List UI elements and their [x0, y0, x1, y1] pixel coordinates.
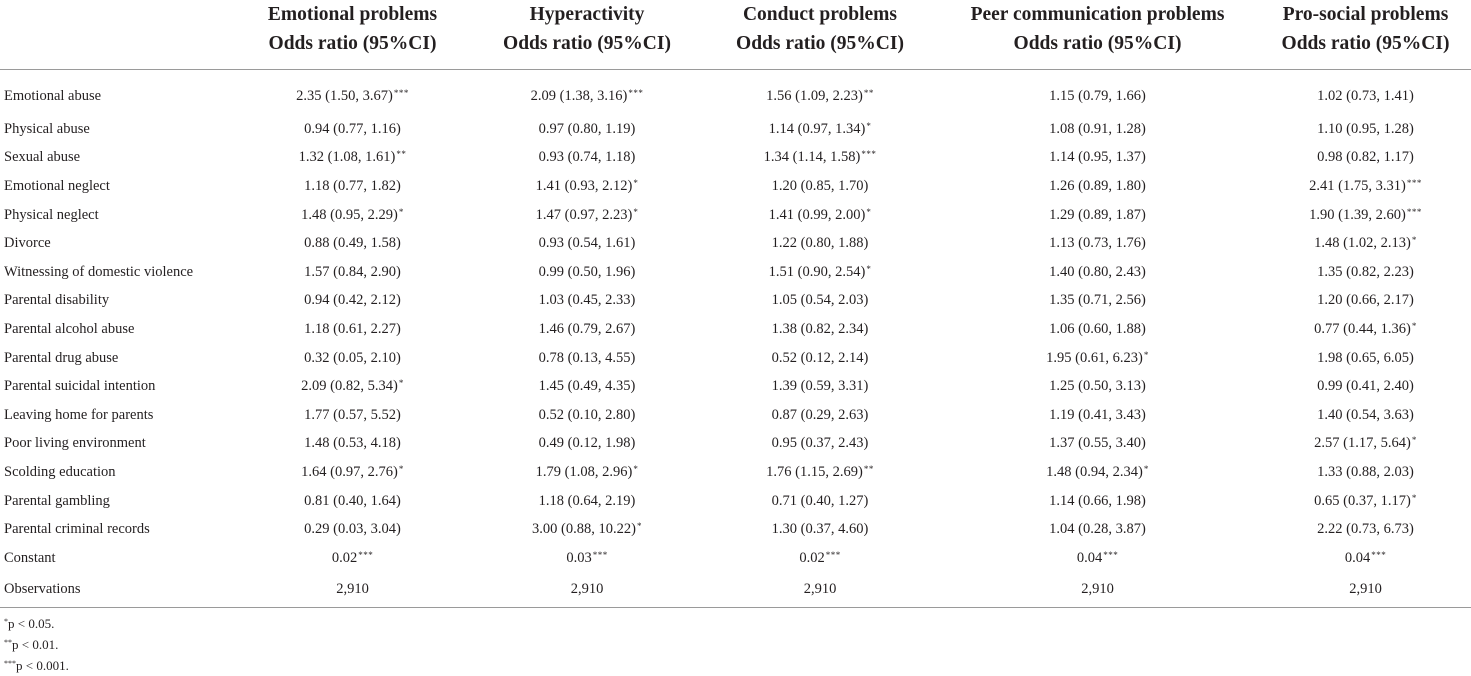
- table-cell: [705, 487, 935, 516]
- header-title: Peer communication problems: [970, 4, 1225, 25]
- table-cell: [236, 315, 469, 344]
- odds-ratio-value: 2,910: [570, 581, 604, 597]
- significance-marker: ***: [1406, 206, 1422, 217]
- odds-ratio-value: 1.48 (0.53, 4.18): [304, 435, 401, 452]
- odds-ratio-value: 1.35 (0.82, 2.23): [1317, 263, 1414, 280]
- odds-ratio-value: 1.48 (1.02, 2.13): [1314, 235, 1411, 252]
- footnote-text: p < 0.05.: [8, 616, 55, 631]
- table-cell: [1260, 515, 1471, 544]
- odds-ratio-value: 1.34 (1.14, 1.58): [763, 149, 861, 166]
- odds-ratio-value: 0.04: [1344, 549, 1371, 566]
- table-cell: [705, 401, 935, 430]
- odds-ratio-value: 1.98 (0.65, 6.05): [1317, 349, 1414, 366]
- table-cell: [705, 515, 935, 544]
- odds-ratio-value: 1.22 (0.80, 1.88): [771, 235, 869, 252]
- odds-ratio-value: 1.08 (0.91, 1.28): [1049, 120, 1146, 137]
- table-cell: [469, 201, 705, 230]
- table-row: [0, 487, 1471, 516]
- significance-marker: **: [863, 463, 874, 474]
- header-cell-pro-social-problems: [1260, 0, 1471, 70]
- odds-ratio-value: 1.02 (0.73, 1.41): [1317, 88, 1414, 104]
- table-cell: [705, 115, 935, 144]
- odds-ratio-value: 2.22 (0.73, 6.73): [1317, 521, 1414, 538]
- row-label: Divorce: [4, 235, 51, 252]
- significance-marker: ***: [1406, 177, 1422, 188]
- footnote-mark: *: [4, 617, 8, 626]
- table-cell: [1260, 287, 1471, 316]
- table-cell: [935, 258, 1260, 287]
- table-cell: [1260, 544, 1471, 573]
- significance-marker: *: [866, 120, 872, 131]
- table-cell: [236, 430, 469, 459]
- table-row: [0, 344, 1471, 373]
- odds-ratio-value: 1.95 (0.61, 6.23): [1046, 349, 1143, 366]
- odds-ratio-value: 0.94 (0.42, 2.12): [304, 292, 401, 309]
- table-cell: [236, 172, 469, 201]
- odds-ratio-value: 1.57 (0.84, 2.90): [304, 263, 401, 280]
- significance-marker: ***: [825, 549, 841, 560]
- header-subtitle: Odds ratio (95%CI): [736, 33, 904, 54]
- header-title: Pro-social problems: [1282, 4, 1449, 25]
- table-row: [0, 544, 1471, 573]
- table-row: [0, 201, 1471, 230]
- odds-ratio-value: 1.41 (0.93, 2.12): [535, 177, 633, 194]
- table-cell: [935, 515, 1260, 544]
- table-cell: [935, 201, 1260, 230]
- table-cell: [935, 115, 1260, 144]
- odds-ratio-value: 1.40 (0.54, 3.63): [1317, 406, 1414, 423]
- row-label: Observations: [0, 573, 236, 608]
- table-cell: [935, 372, 1260, 401]
- odds-ratio-value: 0.94 (0.77, 1.16): [304, 120, 401, 137]
- significance-marker: *: [1143, 463, 1149, 474]
- table-cell: [935, 172, 1260, 201]
- table-cell: [705, 144, 935, 173]
- significance-marker: *: [636, 521, 642, 532]
- table-cell: [1260, 201, 1471, 230]
- odds-ratio-value: 0.97 (0.80, 1.19): [538, 120, 636, 137]
- table-row: [0, 229, 1471, 258]
- table-cell: [469, 315, 705, 344]
- row-label: Parental alcohol abuse: [4, 320, 135, 337]
- table-cell: [935, 401, 1260, 430]
- significance-marker: *: [1411, 320, 1417, 331]
- table-row: [0, 458, 1471, 487]
- odds-ratio-value: 1.14 (0.95, 1.37): [1049, 149, 1146, 166]
- footnote: [4, 612, 69, 633]
- significance-marker: ***: [358, 549, 374, 560]
- table-cell: [1260, 487, 1471, 516]
- row-label: Poor living environment: [4, 435, 146, 452]
- odds-ratio-value: 2,910: [336, 581, 369, 597]
- footnote: [4, 654, 69, 675]
- table-header: [0, 0, 1471, 70]
- odds-ratio-value: 1.18 (0.61, 2.27): [304, 320, 401, 337]
- table-cell: [705, 258, 935, 287]
- table-cell: [705, 372, 935, 401]
- odds-ratio-value: 1.35 (0.71, 2.56): [1049, 292, 1146, 309]
- table-row: [0, 573, 1471, 608]
- row-label: Physical neglect: [4, 206, 99, 223]
- table-cell: [1260, 573, 1471, 608]
- odds-ratio-value: 0.49 (0.12, 1.98): [538, 435, 636, 452]
- table-cell: [236, 344, 469, 373]
- table-footnotes: [4, 612, 69, 675]
- significance-marker: *: [633, 177, 639, 188]
- significance-marker: ***: [393, 88, 409, 98]
- table-cell: [236, 372, 469, 401]
- header-title: Emotional problems: [267, 4, 438, 25]
- table-row: [0, 401, 1471, 430]
- odds-ratio-value: 2.09 (1.38, 3.16): [530, 88, 628, 104]
- table-row: [0, 144, 1471, 173]
- odds-ratio-value: 1.39 (0.59, 3.31): [771, 378, 869, 395]
- header-cell-emotional-problems: [236, 0, 469, 70]
- row-label: Scolding education: [4, 463, 116, 480]
- odds-ratio-value: 1.20 (0.85, 1.70): [771, 177, 869, 194]
- odds-ratio-value: 0.52 (0.12, 2.14): [771, 349, 869, 366]
- table-cell: [469, 287, 705, 316]
- odds-ratio-value: 0.03: [566, 549, 592, 566]
- odds-ratio-value: 0.93 (0.74, 1.18): [538, 149, 636, 166]
- row-label: Witnessing of domestic violence: [4, 263, 194, 280]
- header-cell-empty: [0, 0, 236, 70]
- table-cell: [236, 258, 469, 287]
- row-label: Leaving home for parents: [4, 406, 154, 423]
- row-label: Physical abuse: [4, 120, 90, 137]
- odds-ratio-value: 1.51 (0.90, 2.54): [768, 263, 866, 280]
- table-row: [0, 372, 1471, 401]
- odds-ratio-value: 1.25 (0.50, 3.13): [1049, 378, 1146, 395]
- row-label: Parental disability: [4, 292, 110, 309]
- odds-ratio-value: 0.29 (0.03, 3.04): [304, 521, 401, 538]
- table-cell: [1260, 70, 1471, 116]
- table-cell: [236, 544, 469, 573]
- table-cell: [236, 115, 469, 144]
- odds-ratio-value: 1.41 (0.99, 2.00): [768, 206, 866, 223]
- table-cell: [469, 258, 705, 287]
- odds-ratio-value: 1.04 (0.28, 3.87): [1049, 521, 1146, 538]
- odds-ratio-value: 2.41 (1.75, 3.31): [1309, 177, 1406, 194]
- odds-ratio-value: 1.48 (0.95, 2.29): [301, 206, 398, 223]
- row-label: Emotional neglect: [4, 177, 110, 194]
- odds-ratio-value: 1.18 (0.64, 2.19): [538, 492, 636, 509]
- table-cell: [1260, 115, 1471, 144]
- table-cell: [1260, 144, 1471, 173]
- table-cell: [469, 544, 705, 573]
- table-cell: [1260, 172, 1471, 201]
- odds-ratio-value: 2.35 (1.50, 3.67): [296, 88, 393, 104]
- odds-ratio-value: 1.64 (0.97, 2.76): [301, 463, 398, 480]
- header-subtitle: Odds ratio (95%CI): [503, 33, 671, 54]
- table-cell: [469, 458, 705, 487]
- odds-ratio-value: 1.48 (0.94, 2.34): [1046, 463, 1143, 480]
- table-cell: [469, 372, 705, 401]
- table-cell: [1260, 315, 1471, 344]
- significance-marker: *: [1411, 235, 1417, 246]
- header-cell-peer-communication-problems: [935, 0, 1260, 70]
- table-cell: [469, 229, 705, 258]
- odds-ratio-value: 1.56 (1.09, 2.23): [766, 88, 863, 104]
- table-cell: [236, 401, 469, 430]
- odds-ratio-value: 1.77 (0.57, 5.52): [304, 406, 401, 423]
- table-cell: [236, 287, 469, 316]
- significance-marker: *: [398, 463, 404, 474]
- table-cell: [469, 344, 705, 373]
- table-cell: [705, 315, 935, 344]
- table-cell: [236, 487, 469, 516]
- footnote-mark: **: [4, 638, 12, 647]
- odds-ratio-value: 1.33 (0.88, 2.03): [1317, 463, 1414, 480]
- odds-ratio-value: 1.19 (0.41, 3.43): [1049, 406, 1146, 423]
- odds-ratio-value: 1.38 (0.82, 2.34): [771, 320, 869, 337]
- table-cell: [236, 573, 469, 608]
- table-cell: [705, 430, 935, 459]
- table-cell: [705, 172, 935, 201]
- table-cell: [1260, 401, 1471, 430]
- table-cell: [705, 287, 935, 316]
- odds-ratio-value: 0.52 (0.10, 2.80): [538, 406, 636, 423]
- table-row: [0, 70, 1471, 116]
- odds-ratio-value: 1.30 (0.37, 4.60): [771, 521, 869, 538]
- odds-ratio-value: 0.99 (0.50, 1.96): [538, 263, 636, 280]
- table-row: [0, 315, 1471, 344]
- table-cell: [935, 287, 1260, 316]
- odds-ratio-value: 1.10 (0.95, 1.28): [1317, 120, 1414, 137]
- significance-marker: *: [633, 463, 639, 474]
- odds-ratio-value: 2.57 (1.17, 5.64): [1314, 435, 1411, 452]
- table-row: [0, 287, 1471, 316]
- significance-marker: ***: [1103, 549, 1119, 560]
- row-label: Parental suicidal intention: [4, 378, 156, 395]
- table-cell: [935, 229, 1260, 258]
- significance-marker: *: [1411, 492, 1417, 503]
- odds-ratio-value: 1.14 (0.97, 1.34): [768, 120, 866, 137]
- table-cell: [935, 573, 1260, 608]
- table-cell: [236, 144, 469, 173]
- table-cell: [705, 70, 935, 116]
- row-label: Constant: [4, 549, 56, 566]
- table-cell: [236, 515, 469, 544]
- row-label: Parental drug abuse: [4, 349, 119, 366]
- odds-ratio-value: 0.88 (0.49, 1.58): [304, 235, 401, 252]
- header-title: Hyperactivity: [529, 4, 645, 25]
- table-cell: [469, 70, 705, 116]
- table-cell: [1260, 458, 1471, 487]
- odds-ratio-value: 0.95 (0.37, 2.43): [771, 435, 869, 452]
- odds-ratio-value: 1.90 (1.39, 2.60): [1309, 206, 1406, 223]
- row-label: Sexual abuse: [4, 149, 81, 166]
- table-cell: [1260, 258, 1471, 287]
- odds-ratio-value: 0.77 (0.44, 1.36): [1314, 320, 1411, 337]
- odds-ratio-value: 0.98 (0.82, 1.17): [1317, 149, 1414, 166]
- footnote-mark: ***: [4, 659, 16, 668]
- odds-ratio-value: 1.20 (0.66, 2.17): [1317, 292, 1414, 309]
- header-title: Conduct problems: [742, 4, 898, 25]
- header-row: [0, 0, 1471, 70]
- odds-ratio-value: 1.14 (0.66, 1.98): [1049, 492, 1146, 509]
- odds-ratio-value: 1.13 (0.73, 1.76): [1049, 235, 1146, 252]
- significance-marker: **: [396, 149, 407, 160]
- odds-ratio-value: 0.78 (0.13, 4.55): [538, 349, 636, 366]
- table-row: [0, 115, 1471, 144]
- table-row: [0, 258, 1471, 287]
- row-label: Parental gambling: [4, 492, 110, 509]
- table-cell: [1260, 430, 1471, 459]
- significance-marker: ***: [861, 149, 877, 160]
- odds-ratio-value: 0.04: [1076, 549, 1103, 566]
- odds-ratio-value: 1.37 (0.55, 3.40): [1049, 435, 1146, 452]
- table-row: [0, 430, 1471, 459]
- table-cell: [935, 487, 1260, 516]
- odds-ratio-value: 0.65 (0.37, 1.17): [1314, 492, 1411, 509]
- significance-marker: *: [1411, 435, 1417, 446]
- significance-marker: ***: [1371, 549, 1387, 560]
- significance-marker: *: [398, 378, 404, 389]
- odds-ratio-value: 0.32 (0.05, 2.10): [304, 349, 401, 366]
- significance-marker: *: [866, 206, 872, 217]
- table-cell: [705, 229, 935, 258]
- odds-ratio-value: 1.79 (1.08, 2.96): [535, 463, 633, 480]
- table-cell: [1260, 372, 1471, 401]
- odds-ratio-value: 1.03 (0.45, 2.33): [538, 292, 636, 309]
- odds-ratio-value: 1.76 (1.15, 2.69): [766, 463, 863, 480]
- table-cell: [1260, 229, 1471, 258]
- table-cell: [705, 544, 935, 573]
- significance-marker: ***: [628, 88, 644, 98]
- odds-ratio-value: 3.00 (0.88, 10.22): [532, 521, 636, 538]
- footnote-text: p < 0.001.: [16, 658, 69, 673]
- odds-ratio-value: 0.87 (0.29, 2.63): [771, 406, 869, 423]
- odds-ratio-value: 1.46 (0.79, 2.67): [538, 320, 636, 337]
- table-row: [0, 172, 1471, 201]
- odds-ratio-value: 2,910: [1081, 581, 1114, 597]
- odds-ratio-value: 2,910: [1349, 581, 1382, 597]
- odds-ratio-value: 0.81 (0.40, 1.64): [304, 492, 401, 509]
- table-cell: [705, 458, 935, 487]
- significance-marker: *: [398, 206, 404, 217]
- odds-ratio-value: 1.32 (1.08, 1.61): [298, 149, 396, 166]
- table-cell: [1260, 344, 1471, 373]
- odds-ratio-value: 1.47 (0.97, 2.23): [535, 206, 633, 223]
- odds-ratio-value: 2.09 (0.82, 5.34): [301, 378, 398, 395]
- significance-marker: *: [866, 263, 872, 274]
- table-cell: [236, 201, 469, 230]
- row-label: Parental criminal records: [4, 521, 150, 538]
- significance-marker: *: [633, 206, 639, 217]
- odds-ratio-value: 1.15 (0.79, 1.66): [1049, 88, 1146, 104]
- odds-ratio-value: 0.99 (0.41, 2.40): [1317, 378, 1414, 395]
- odds-ratio-value: 1.40 (0.80, 2.43): [1049, 263, 1146, 280]
- table-cell: [705, 201, 935, 230]
- odds-ratio-value: 0.02: [799, 549, 825, 566]
- header-subtitle: Odds ratio (95%CI): [1013, 33, 1182, 54]
- table-cell: [935, 315, 1260, 344]
- table-cell: [236, 229, 469, 258]
- significance-marker: **: [863, 88, 874, 98]
- table-cell: [469, 430, 705, 459]
- header-cell-hyperactivity: [469, 0, 705, 70]
- table-cell: [469, 487, 705, 516]
- table-cell: [935, 458, 1260, 487]
- table-cell: [469, 115, 705, 144]
- odds-ratio-value: 0.71 (0.40, 1.27): [771, 492, 869, 509]
- header-subtitle: Odds ratio (95%CI): [268, 33, 437, 54]
- table-cell: [236, 70, 469, 116]
- table-cell: [469, 515, 705, 544]
- table-row: [0, 515, 1471, 544]
- table-cell: [236, 458, 469, 487]
- odds-ratio-value: 1.06 (0.60, 1.88): [1049, 320, 1146, 337]
- significance-marker: *: [1143, 349, 1149, 360]
- footnote: [4, 633, 69, 654]
- table-body: [0, 70, 1471, 608]
- table-cell: [469, 144, 705, 173]
- table-cell: [705, 573, 935, 608]
- footnote-text: p < 0.01.: [12, 637, 59, 652]
- table-cell: [935, 430, 1260, 459]
- table-cell: [935, 144, 1260, 173]
- odds-ratio-value: 1.29 (0.89, 1.87): [1049, 206, 1146, 223]
- odds-ratio-value: 1.26 (0.89, 1.80): [1049, 177, 1146, 194]
- odds-ratio-value: 1.18 (0.77, 1.82): [304, 177, 401, 194]
- odds-ratio-value: 0.93 (0.54, 1.61): [538, 235, 636, 252]
- table-cell: [935, 344, 1260, 373]
- table-cell: [935, 544, 1260, 573]
- header-cell-conduct-problems: [705, 0, 935, 70]
- table-cell: [705, 344, 935, 373]
- header-subtitle: Odds ratio (95%CI): [1281, 33, 1450, 54]
- table-cell: [469, 573, 705, 608]
- odds-ratio-value: 1.05 (0.54, 2.03): [771, 292, 869, 309]
- odds-ratio-value: 2,910: [803, 581, 837, 597]
- table-cell: [469, 172, 705, 201]
- row-label: Emotional abuse: [4, 88, 102, 104]
- table-cell: [935, 70, 1260, 116]
- odds-ratio-value: 1.45 (0.49, 4.35): [538, 378, 636, 395]
- significance-marker: ***: [592, 549, 608, 560]
- odds-ratio-value: 0.02: [331, 549, 358, 566]
- table-cell: [469, 401, 705, 430]
